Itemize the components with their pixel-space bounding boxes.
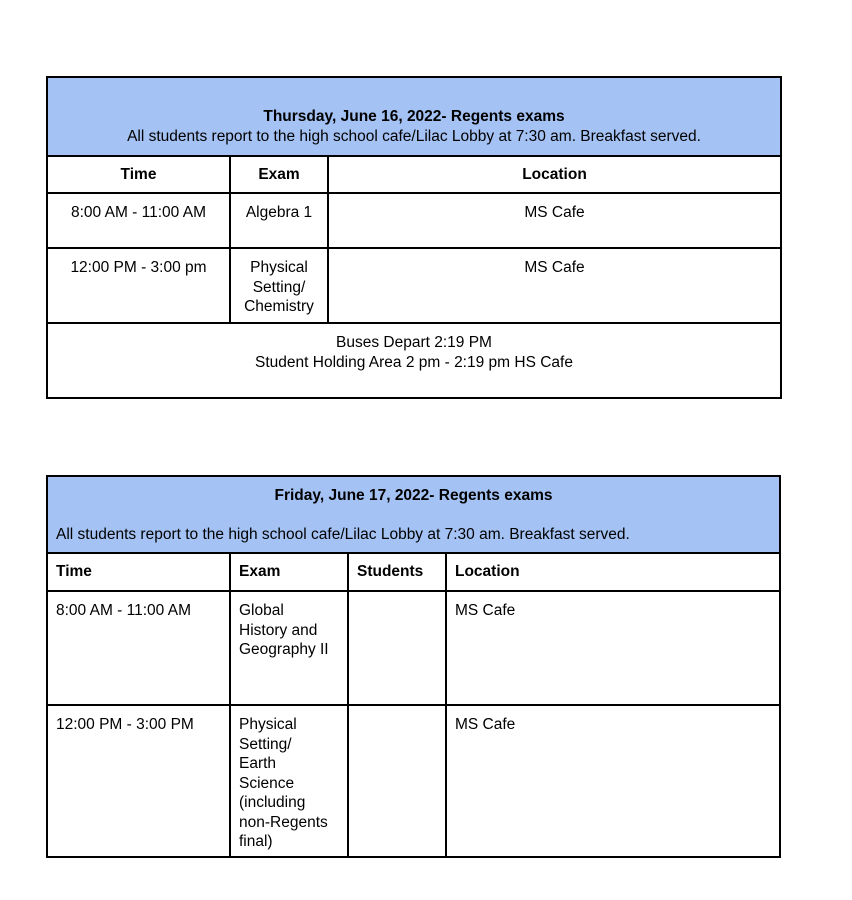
row-exam: Algebra 1 [230,193,328,248]
table-row [47,193,781,248]
table-row [47,591,780,705]
row-location: MS Cafe [446,591,780,705]
thursday-col-time: Time [47,156,230,193]
thursday-footer-cell [47,323,781,398]
row-exam: Physical Setting/ Earth Science (including non-Regents final) [230,705,348,857]
row-location: MS Cafe [446,705,780,857]
friday-col-location: Location [446,553,780,591]
row-students [348,591,446,705]
thursday-schedule-table [46,76,782,399]
buses-depart-text: Buses Depart 2:19 PM [336,334,492,351]
friday-header-cell [47,476,780,553]
thursday-header-cell [47,77,781,156]
row-time: 8:00 AM - 11:00 AM [47,193,230,248]
table-row [47,705,780,857]
row-time: 8:00 AM - 11:00 AM [47,591,230,705]
row-exam: Global History and Geography II [230,591,348,705]
row-students [348,705,446,857]
row-location: MS Cafe [328,248,781,323]
thursday-title: Thursday, June 16, 2022- Regents exams [263,108,565,125]
row-location: MS Cafe [328,193,781,248]
thursday-subtitle: All students report to the high school cafe/Lilac Lobby at 7:30 am. Breakfast served. [127,127,701,145]
friday-col-time: Time [47,553,230,591]
friday-title: Friday, June 17, 2022- Regents exams [274,487,553,504]
row-time: 12:00 PM - 3:00 PM [47,705,230,857]
friday-col-students: Students [348,553,446,591]
holding-area-text: Student Holding Area 2 pm - 2:19 pm HS Cafe [255,353,573,371]
friday-col-exam: Exam [230,553,348,591]
table-row [47,248,781,323]
row-exam: Physical Setting/ Chemistry [230,248,328,323]
thursday-col-exam: Exam [230,156,328,193]
row-time: 12:00 PM - 3:00 pm [47,248,230,323]
thursday-col-location: Location [328,156,781,193]
friday-schedule-table [46,475,781,858]
friday-subtitle: All students report to the high school cafe/Lilac Lobby at 7:30 am. Breakfast served. [56,525,630,543]
